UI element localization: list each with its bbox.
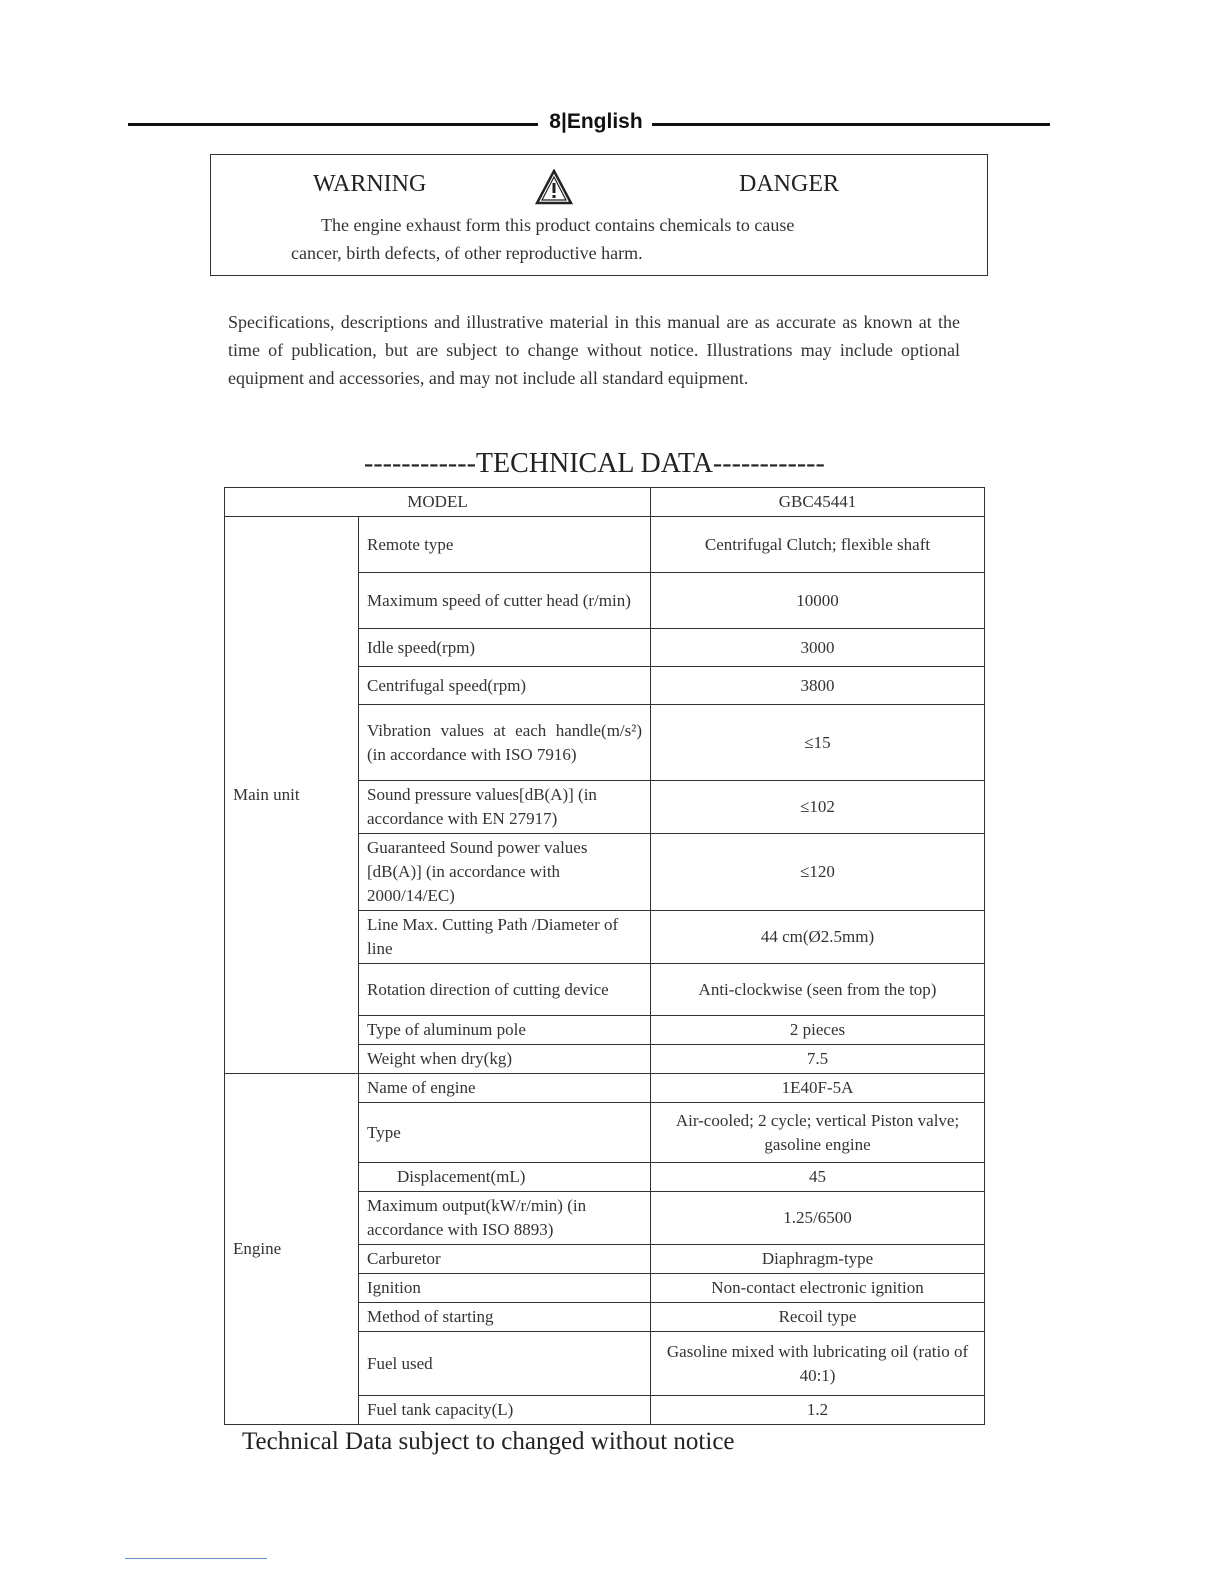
group-main-unit: Main unit [225, 517, 359, 1074]
row-value: 3000 [651, 629, 985, 667]
row-label: Carburetor [359, 1245, 651, 1274]
row-value: Air-cooled; 2 cycle; vertical Piston valve; gasoline engine [651, 1103, 985, 1163]
row-value: 10000 [651, 573, 985, 629]
warning-word: WARNING [313, 171, 427, 197]
technical-data-table [224, 487, 985, 1425]
row-value: 2 pieces [651, 1016, 985, 1045]
intro-paragraph: Specifications, descriptions and illustrative material in this manual are as accurate as known at the time of publication, but are subject to change without notice. Illustrations may include optional equipment and accessories, and may not include all standard equipment. [228, 312, 960, 388]
header-rule-right [652, 123, 1050, 126]
row-label: Fuel tank capacity(L) [359, 1396, 651, 1425]
row-label: Centrifugal speed(rpm) [359, 667, 651, 705]
warning-box [210, 154, 988, 276]
row-label: Sound pressure values[dB(A)] (in accordance with EN 27917) [359, 781, 651, 834]
technical-data-title: ------------TECHNICAL DATA------------ [364, 448, 825, 479]
model-label: MODEL [225, 488, 651, 517]
row-label: Displacement(mL) [359, 1163, 651, 1192]
row-label: Vibration values at each handle(m/s²) (in accordance with ISO 7916) [359, 705, 651, 781]
row-label: Ignition [359, 1274, 651, 1303]
row-value: ≤102 [651, 781, 985, 834]
row-label: Name of engine [359, 1074, 651, 1103]
row-value: Gasoline mixed with lubricating oil (ratio of 40:1) [651, 1332, 985, 1396]
row-value: Centrifugal Clutch; flexible shaft [651, 517, 985, 573]
group-engine: Engine [225, 1074, 359, 1425]
row-value: Recoil type [651, 1303, 985, 1332]
warning-text-line-2: cancer, birth defects, of other reproductive harm. [291, 243, 643, 263]
row-value: Diaphragm-type [651, 1245, 985, 1274]
danger-word: DANGER [739, 171, 839, 197]
row-label: Remote type [359, 517, 651, 573]
warning-text-line-1: The engine exhaust form this product contains chemicals to cause [321, 215, 795, 235]
table-row [225, 1074, 985, 1103]
header-rule-left [128, 123, 538, 126]
row-value: 45 [651, 1163, 985, 1192]
row-value: 44 cm(Ø2.5mm) [651, 911, 985, 964]
row-label: Weight when dry(kg) [359, 1045, 651, 1074]
row-value: Non-contact electronic ignition [651, 1274, 985, 1303]
row-value: 1.25/6500 [651, 1192, 985, 1245]
row-label: Line Max. Cutting Path /Diameter of line [359, 911, 651, 964]
row-label: Guaranteed Sound power values [dB(A)] (in accordance with 2000/14/EC) [359, 834, 651, 911]
warning-triangle-icon [535, 169, 573, 205]
page-label: 8|English [549, 110, 643, 133]
row-label: Rotation direction of cutting device [359, 964, 651, 1016]
table-row [225, 517, 985, 573]
table-header-row [225, 488, 985, 517]
row-label: Maximum speed of cutter head (r/min) [359, 573, 651, 629]
row-label: Fuel used [359, 1332, 651, 1396]
row-value: ≤120 [651, 834, 985, 911]
row-label: Maximum output(kW/r/min) (in accordance with ISO 8893) [359, 1192, 651, 1245]
row-value: 1.2 [651, 1396, 985, 1425]
row-label: Type of aluminum pole [359, 1016, 651, 1045]
footer-note: Technical Data subject to changed without notice [242, 1428, 735, 1455]
row-value: 3800 [651, 667, 985, 705]
row-value: 7.5 [651, 1045, 985, 1074]
footer-divider [125, 1558, 267, 1559]
row-value: 1E40F-5A [651, 1074, 985, 1103]
row-label: Idle speed(rpm) [359, 629, 651, 667]
row-value: Anti-clockwise (seen from the top) [651, 964, 985, 1016]
model-value: GBC45441 [651, 488, 985, 517]
row-value: ≤15 [651, 705, 985, 781]
row-label: Method of starting [359, 1303, 651, 1332]
row-label: Type [359, 1103, 651, 1163]
